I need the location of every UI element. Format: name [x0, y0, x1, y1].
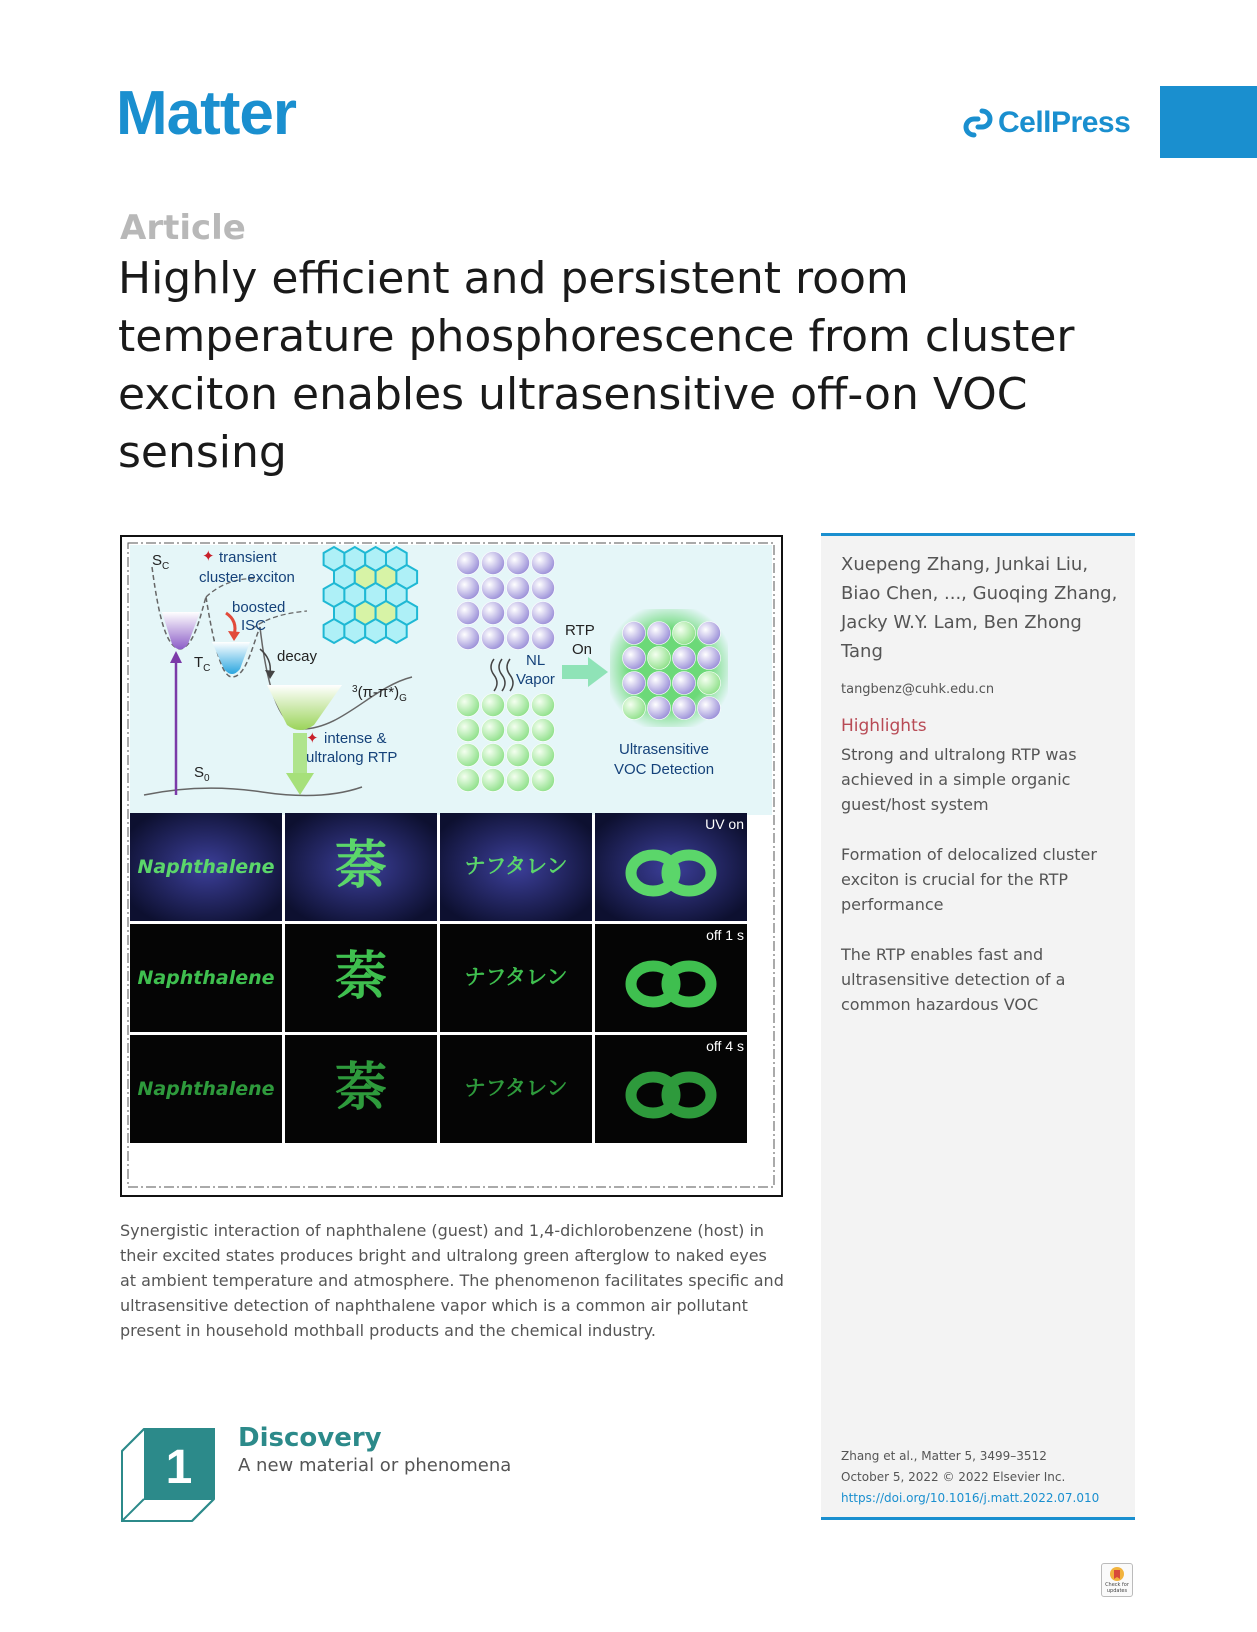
header-accent-bar: [1160, 86, 1257, 158]
molecule-ball: [648, 622, 671, 645]
molecule-ball: [507, 694, 530, 717]
molecule-ball: [698, 647, 721, 670]
molecule-ball: [532, 719, 555, 742]
row-label: off 4 s: [706, 1038, 744, 1054]
journal-logo: Matter: [116, 79, 297, 148]
vapor-label: Vapor: [516, 671, 555, 688]
molecule-ball: [532, 769, 555, 792]
glow-text: Naphthalene: [137, 1078, 275, 1100]
molecule-ball: [507, 627, 530, 650]
check-for-updates-label: Check for updates: [1105, 1582, 1129, 1594]
publisher-name: CellPress: [998, 106, 1131, 139]
molecule-ball: [457, 744, 480, 767]
glow-text: Naphthalene: [137, 856, 275, 878]
citation-block: [841, 1446, 1099, 1509]
molecule-ball: [482, 627, 505, 650]
molecule-ball: [532, 694, 555, 717]
glow-text: 萘: [334, 836, 388, 896]
discovery-number: 1: [165, 1441, 193, 1494]
row-label: UV on: [705, 816, 744, 832]
molecule-ball: [532, 602, 555, 625]
article-title: Highly efficient and persistent room temperature phosphorescence from cluster exciton enables ultrasensitive off-on VOC sensing: [118, 253, 1075, 478]
molecule-ball: [648, 672, 671, 695]
check-for-updates-button[interactable]: [1101, 1563, 1133, 1597]
doi-link[interactable]: https://doi.org/10.1016/j.matt.2022.07.010: [841, 1491, 1100, 1505]
state-label: $^3(\pi-\pi*)_G$: [352, 684, 407, 704]
molecule-ball: [532, 744, 555, 767]
molecule-ball: [457, 552, 480, 575]
highlight-item: The RTP enables fast and ultrasensitive detection of a common hazardous VOC: [841, 945, 1066, 1014]
s0-label: $S_0$: [194, 764, 210, 784]
molecule-ball: [482, 744, 505, 767]
molecule-ball: [482, 552, 505, 575]
molecule-ball: [507, 719, 530, 742]
article-type-label: Article: [120, 208, 246, 248]
nl-label: NL: [526, 652, 546, 669]
molecule-ball: [482, 694, 505, 717]
molecule-ball: [623, 647, 646, 670]
hexagon: [344, 619, 365, 643]
cellpress-logo: [962, 106, 1130, 140]
publication-date: October 5, 2022 © 2022 Elsevier Inc.: [841, 1470, 1066, 1484]
ultrasensitive-label: Ultrasensitive: [619, 741, 710, 758]
ultralong-label: ultralong RTP: [306, 749, 398, 766]
highlights-list: [841, 742, 1121, 1042]
contact-email[interactable]: tangbenz@cuhk.edu.cn: [841, 682, 995, 697]
photo-grid: [130, 813, 747, 1143]
hexagon: [324, 619, 345, 643]
molecule-ball: [507, 577, 530, 600]
molecule-ball: [532, 627, 555, 650]
bookmark-icon: [1109, 1566, 1125, 1582]
figure-caption: Synergistic interaction of naphthalene (guest) and 1,4-dichlorobenzene (host) in their excited states produces bright and ultralong green afterglow to naked eyes at ambient temperature and atmosphere. The phenomenon facilitates specific and ultrasensitive detection of naphthalene vapor which is a common air pollutant present in household mothball products and the chemical industry.: [120, 1221, 784, 1340]
hexagon: [386, 619, 407, 643]
molecule-ball: [507, 602, 530, 625]
molecule-ball: [457, 769, 480, 792]
honeycomb-lattice: [324, 547, 418, 643]
molecule-ball: [532, 552, 555, 575]
molecule-ball: [507, 769, 530, 792]
on-label: On: [572, 641, 593, 658]
voc-detection-label: VOC Detection: [614, 761, 715, 778]
molecule-ball: [482, 769, 505, 792]
highlight-item: Strong and ultralong RTP was achieved in a simple organic guest/host system: [841, 745, 1077, 814]
cellpress-mark-icon: [962, 107, 994, 139]
discovery-subtitle: A new material or phenomena: [238, 1455, 512, 1476]
molecule-ball: [673, 672, 696, 695]
graphical-abstract: [120, 535, 783, 1197]
highlight-item: Formation of delocalized cluster exciton is crucial for the RTP performance: [841, 845, 1097, 914]
molecule-ball: [457, 602, 480, 625]
molecule-ball: [457, 577, 480, 600]
molecule-ball: [507, 744, 530, 767]
glow-text: 萘: [334, 1058, 388, 1118]
molecule-ball: [482, 719, 505, 742]
molecule-ball: [698, 672, 721, 695]
molecule-ball: [482, 602, 505, 625]
molecule-ball: [457, 627, 480, 650]
decay-label: decay: [277, 648, 318, 665]
molecule-ball: [648, 697, 671, 720]
boosted-label: boosted: [232, 599, 286, 616]
sidebar: [821, 533, 1135, 1520]
molecule-ball: [648, 647, 671, 670]
molecule-ball: [507, 552, 530, 575]
sparkle-icon: ✦: [306, 730, 319, 747]
discovery-cube-icon: [120, 1427, 216, 1523]
molecule-ball: [698, 697, 721, 720]
rtp-label: RTP: [565, 622, 595, 639]
cluster-exciton-label: cluster exciton: [199, 569, 295, 586]
molecule-ball: [457, 719, 480, 742]
sc-label: $S_C$: [152, 552, 170, 572]
glow-text: Naphthalene: [137, 967, 275, 989]
glow-text: ナフタレン: [464, 1076, 568, 1100]
transient-label: transient: [219, 549, 277, 566]
author-list[interactable]: Xuepeng Zhang, Junkai Liu, Biao Chen, ..., Guoqing Zhang, Jacky W.Y. Lam, Ben Zhong Tang: [841, 554, 1118, 662]
molecule-ball: [623, 622, 646, 645]
molecule-ball: [623, 697, 646, 720]
glow-text: 萘: [334, 947, 388, 1007]
sparkle-icon: ✦: [202, 548, 215, 565]
row-label: off 1 s: [706, 927, 744, 943]
molecule-ball: [532, 577, 555, 600]
intense-label: intense &: [324, 730, 387, 747]
molecule-ball: [673, 622, 696, 645]
molecule-ball: [623, 672, 646, 695]
glow-text: ナフタレン: [464, 854, 568, 878]
molecule-ball: [698, 622, 721, 645]
molecule-ball: [673, 647, 696, 670]
molecule-ball: [673, 697, 696, 720]
discovery-title: Discovery: [238, 1423, 382, 1453]
molecule-ball: [482, 577, 505, 600]
isc-label: ISC: [241, 617, 267, 634]
tc-label: $T_C$: [194, 654, 211, 674]
glow-text: ナフタレン: [464, 965, 568, 989]
highlights-heading: Highlights: [841, 716, 927, 736]
molecule-ball: [457, 694, 480, 717]
citation: Zhang et al., Matter 5, 3499–3512: [841, 1449, 1047, 1463]
hexagon: [365, 619, 386, 643]
